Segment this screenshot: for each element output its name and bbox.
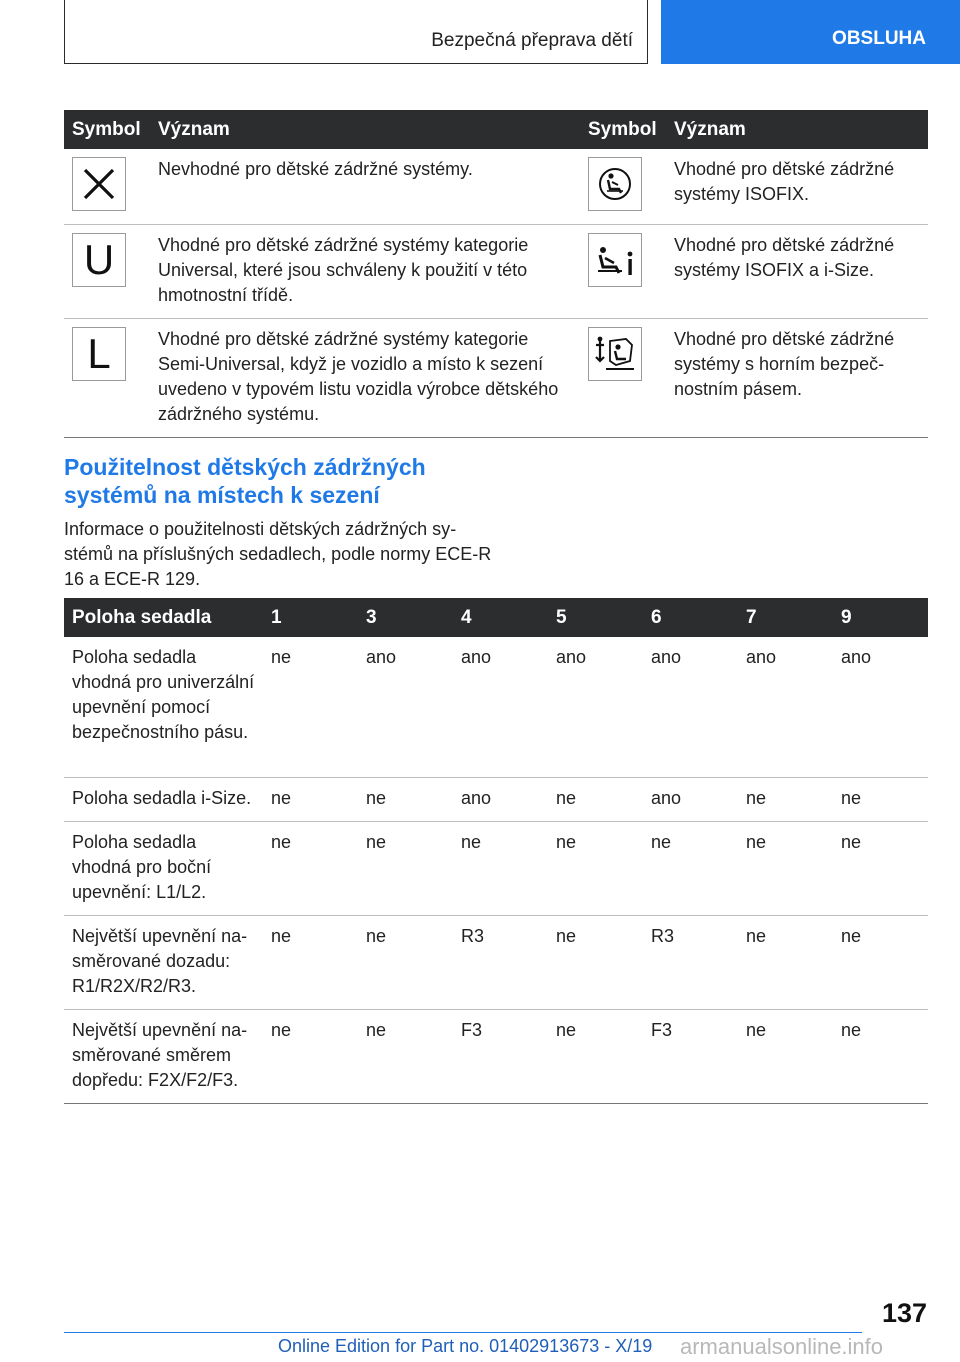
table-cell: ano (548, 637, 643, 777)
meaning-col-header: Význam (666, 110, 928, 149)
letter-l-icon: L (72, 327, 126, 381)
table-cell: ne (548, 1009, 643, 1103)
meaning-cell: Nevhodné pro dětské zádržné systémy. (150, 149, 580, 224)
table-cell: F3 (643, 1009, 738, 1103)
table-row (64, 1009, 928, 1103)
row-label: Poloha sedadla vhodná pro univerzální upevnění pomocí bezpečnostního pásu. (64, 637, 263, 777)
symbol-cell (580, 224, 666, 318)
table-cell: ano (358, 637, 453, 777)
table-row (64, 149, 928, 224)
meaning-col-header: Význam (150, 110, 580, 149)
cross-icon (72, 157, 126, 211)
symbol-cell (64, 224, 150, 318)
table-cell: ano (643, 637, 738, 777)
header-section-label: OBSLUHA (832, 28, 926, 49)
seat-number-header: 5 (548, 598, 643, 637)
symbol-table-header (64, 110, 928, 149)
seat-number-header: 1 (263, 598, 358, 637)
table-row (64, 777, 928, 821)
table-cell: ano (453, 777, 548, 821)
table-row (64, 224, 928, 318)
table-cell: ne (358, 821, 453, 915)
isofix-isize-icon (588, 233, 642, 287)
table-cell: ne (833, 915, 928, 1009)
table-cell: ne (548, 821, 643, 915)
table-cell: ne (833, 1009, 928, 1103)
table-cell: ne (263, 1009, 358, 1103)
table-cell: ne (263, 915, 358, 1009)
table-row (64, 821, 928, 915)
table-cell: ano (833, 637, 928, 777)
symbol-col-header: Symbol (64, 110, 150, 149)
header-title-box (64, 0, 648, 64)
table-cell: ne (263, 777, 358, 821)
usage-table-header (64, 598, 928, 637)
symbol-cell (64, 318, 150, 437)
seat-number-header: 4 (453, 598, 548, 637)
symbol-col-header: Symbol (580, 110, 666, 149)
table-cell: R3 (643, 915, 738, 1009)
row-label: Největší upevnění nasměrované dozadu: R1/R2X/R2/R3. (64, 915, 263, 1009)
meaning-cell: Vhodné pro dětské zádržné systémy ISOFIX a i-Size. (666, 224, 928, 318)
table-cell: ne (358, 777, 453, 821)
meaning-cell: Vhodné pro dětské zádržné systémy s horním bezpečnostním pásem. (666, 318, 928, 437)
table-row (64, 637, 928, 777)
meaning-cell: Vhodné pro dětské zádržné systémy kategorie Semi-Universal, když je vozidlo a místo k sezení uvedeno v typovém listu vozidla výrobce dětského zádržného systému. (150, 318, 580, 437)
page-number: 137 (881, 1298, 927, 1328)
table-cell: ano (643, 777, 738, 821)
symbol-cell (580, 149, 666, 224)
table-cell: ne (263, 637, 358, 777)
header-title: Bezpečná přeprava dětí (431, 30, 633, 51)
table-cell: F3 (453, 1009, 548, 1103)
seat-position-header: Poloha sedadla (64, 598, 263, 637)
table-cell: ne (833, 777, 928, 821)
table-cell: ne (738, 821, 833, 915)
header-section-tab (661, 0, 960, 64)
footer-divider (64, 1332, 862, 1333)
table-cell: ne (548, 777, 643, 821)
table-cell: ne (453, 821, 548, 915)
table-row (64, 318, 928, 437)
table-cell: ne (738, 915, 833, 1009)
table-cell: ne (833, 821, 928, 915)
footer-edition: Online Edition for Part no. 01402913673 - X/19 (278, 1336, 653, 1356)
table-cell: ne (358, 915, 453, 1009)
table-cell: ne (548, 915, 643, 1009)
table-cell: ano (453, 637, 548, 777)
meaning-cell: Vhodné pro dětské zádržné systémy ISOFIX. (666, 149, 928, 224)
meaning-cell: Vhodné pro dětské zádržné systémy kategorie Universal, které jsou schváleny k použití v této hmotnostní třídě. (150, 224, 580, 318)
symbol-table (64, 110, 928, 438)
row-label: Poloha sedadla vhodná pro boční upevnění: L1/L2. (64, 821, 263, 915)
seat-number-header: 7 (738, 598, 833, 637)
isofix-seat-icon (588, 157, 642, 211)
top-tether-icon (588, 327, 642, 381)
seat-number-header: 9 (833, 598, 928, 637)
letter-u-icon: U (72, 233, 126, 287)
table-row (64, 915, 928, 1009)
row-label: Největší upevnění nasměrované směrem dopředu: F2X/F2/F3. (64, 1009, 263, 1103)
table-cell: ne (738, 777, 833, 821)
table-cell: ano (738, 637, 833, 777)
table-cell: ne (263, 821, 358, 915)
seat-number-header: 6 (643, 598, 738, 637)
section-intro: Informace o použitelnosti dětských zádržných systémů na příslušných sedadlech, podle normy ECE-R 16 a ECE-R 129. (64, 519, 492, 589)
table-cell: ne (738, 1009, 833, 1103)
watermark: armanualsonline.info (680, 1334, 884, 1359)
symbol-cell (580, 318, 666, 437)
usage-table (64, 598, 928, 1104)
symbol-cell (64, 149, 150, 224)
section-heading: Použitelnost dětských zádržných systémů na místech k sezení (64, 454, 426, 508)
table-cell: ne (358, 1009, 453, 1103)
row-label: Poloha sedadla i-Size. (64, 777, 263, 821)
table-cell: R3 (453, 915, 548, 1009)
seat-number-header: 3 (358, 598, 453, 637)
table-cell: ne (643, 821, 738, 915)
